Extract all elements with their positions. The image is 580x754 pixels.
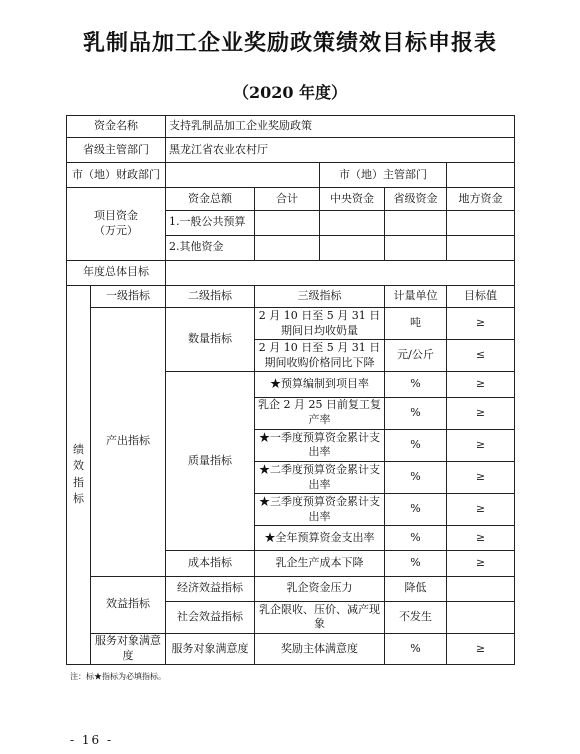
city-dept-value: [447, 163, 515, 188]
fund-header-central: 中央资金: [320, 188, 385, 210]
indicator-unit: %: [385, 429, 447, 461]
indicator-target: ≥: [447, 526, 515, 551]
fund-header-provincial: 省级资金: [385, 188, 447, 210]
province-dept-label: 省级主管部门: [67, 138, 166, 163]
indicator-name: ★预算编制到项目率: [255, 372, 385, 397]
fund-cell: [255, 235, 320, 260]
indicator-name: ★全年预算资金支出率: [255, 526, 385, 551]
page-title: 乳制品加工企业奖励政策绩效目标申报表: [82, 31, 497, 56]
fund-header-total: 资金总额: [166, 188, 255, 210]
indicator-name: 乳企限收、压价、减产现象: [255, 601, 385, 633]
quality-indicator-label: 质量指标: [166, 372, 255, 551]
indicator-unit: %: [385, 526, 447, 551]
header-level2: 二级指标: [166, 285, 255, 307]
fund-row-label: 2.其他资金: [166, 235, 255, 260]
indicator-row: [67, 633, 515, 664]
indicator-unit: 元/公斤: [385, 340, 447, 372]
indicator-unit: 不发生: [385, 601, 447, 633]
indicator-unit: %: [385, 633, 447, 664]
indicator-unit: %: [385, 494, 447, 526]
quantity-indicator-label: 数量指标: [166, 308, 255, 372]
output-indicator-label: 产出指标: [91, 308, 166, 577]
fund-header-sum: 合计: [255, 188, 320, 210]
indicator-unit: 吨: [385, 308, 447, 340]
fund-name-value: 支持乳制品加工企业奖励政策: [166, 116, 515, 138]
header-level3: 三级指标: [255, 285, 385, 307]
fund-header-row: [67, 188, 515, 210]
indicator-name: ★一季度预算资金累计支出率: [255, 429, 385, 461]
indicator-name: 奖励主体满意度: [255, 633, 385, 664]
province-dept-value: 黑龙江省农业农村厅: [166, 138, 515, 163]
footnote: 注：标★指标为必填指标。: [70, 672, 166, 681]
annual-goal-label: 年度总体目标: [67, 260, 166, 285]
fund-header-local: 地方资金: [447, 188, 515, 210]
annual-goal-row: [67, 260, 515, 285]
indicator-target: ≤: [447, 340, 515, 372]
indicator-name: 乳企生产成本下降: [255, 551, 385, 576]
indicator-name: 乳企资金压力: [255, 576, 385, 601]
indicator-target: [447, 576, 515, 601]
indicator-name: 乳企 2 月 25 日前复工复产率: [255, 397, 385, 429]
city-finance-label: 市（地）财政部门: [67, 163, 166, 188]
fund-cell: [385, 210, 447, 235]
indicator-target: ≥: [447, 372, 515, 397]
fund-cell: [447, 235, 515, 260]
indicator-row: [67, 576, 515, 601]
province-dept-row: [67, 138, 515, 163]
satisfaction-level1-label: 服务对象满意度: [91, 633, 166, 664]
indicator-name: 2 月 10 日至 5 月 31 日期间收购价格同比下降: [255, 340, 385, 372]
fund-cell: [255, 210, 320, 235]
benefit-indicator-label: 效益指标: [91, 576, 166, 633]
social-benefit-label: 社会效益指标: [166, 601, 255, 633]
indicator-target: ≥: [447, 397, 515, 429]
header-level1: 一级指标: [91, 285, 166, 307]
fund-name-label: 资金名称: [67, 116, 166, 138]
year-subtitle: （2020 年度）: [232, 83, 348, 102]
indicator-row: [67, 308, 515, 340]
cost-indicator-label: 成本指标: [166, 551, 255, 576]
economic-benefit-label: 经济效益指标: [166, 576, 255, 601]
indicator-name: 2 月 10 日至 5 月 31 日期间日均收奶量: [255, 308, 385, 340]
indicator-target: ≥: [447, 494, 515, 526]
fund-row-label: 1.一般公共预算: [166, 210, 255, 235]
city-dept-label: 市（地）主管部门: [320, 163, 447, 188]
city-finance-value: [166, 163, 320, 188]
performance-indicators-label: 绩 效 指 标: [67, 285, 91, 664]
indicator-target: ≥: [447, 429, 515, 461]
indicator-header-row: [67, 285, 515, 307]
header-target: 目标值: [447, 285, 515, 307]
annual-goal-value: [166, 260, 515, 285]
page-number: - 16 -: [70, 733, 114, 747]
fund-cell: [320, 210, 385, 235]
header-unit: 计量单位: [385, 285, 447, 307]
indicator-unit: %: [385, 461, 447, 493]
indicator-unit: 降低: [385, 576, 447, 601]
indicator-unit: %: [385, 397, 447, 429]
fund-cell: [385, 235, 447, 260]
fund-name-row: [67, 116, 515, 138]
indicator-target: ≥: [447, 633, 515, 664]
indicator-target: [447, 601, 515, 633]
application-form-table: [66, 115, 515, 665]
indicator-target: ≥: [447, 308, 515, 340]
satisfaction-level2-label: 服务对象满意度: [166, 633, 255, 664]
indicator-target: ≥: [447, 461, 515, 493]
city-row: [67, 163, 515, 188]
fund-cell: [447, 210, 515, 235]
indicator-name: ★二季度预算资金累计支出率: [255, 461, 385, 493]
fund-cell: [320, 235, 385, 260]
indicator-unit: %: [385, 551, 447, 576]
indicator-unit: %: [385, 372, 447, 397]
indicator-target: ≥: [447, 551, 515, 576]
indicator-name: ★三季度预算资金累计支出率: [255, 494, 385, 526]
project-funds-label: 项目资金 （万元）: [67, 188, 166, 260]
